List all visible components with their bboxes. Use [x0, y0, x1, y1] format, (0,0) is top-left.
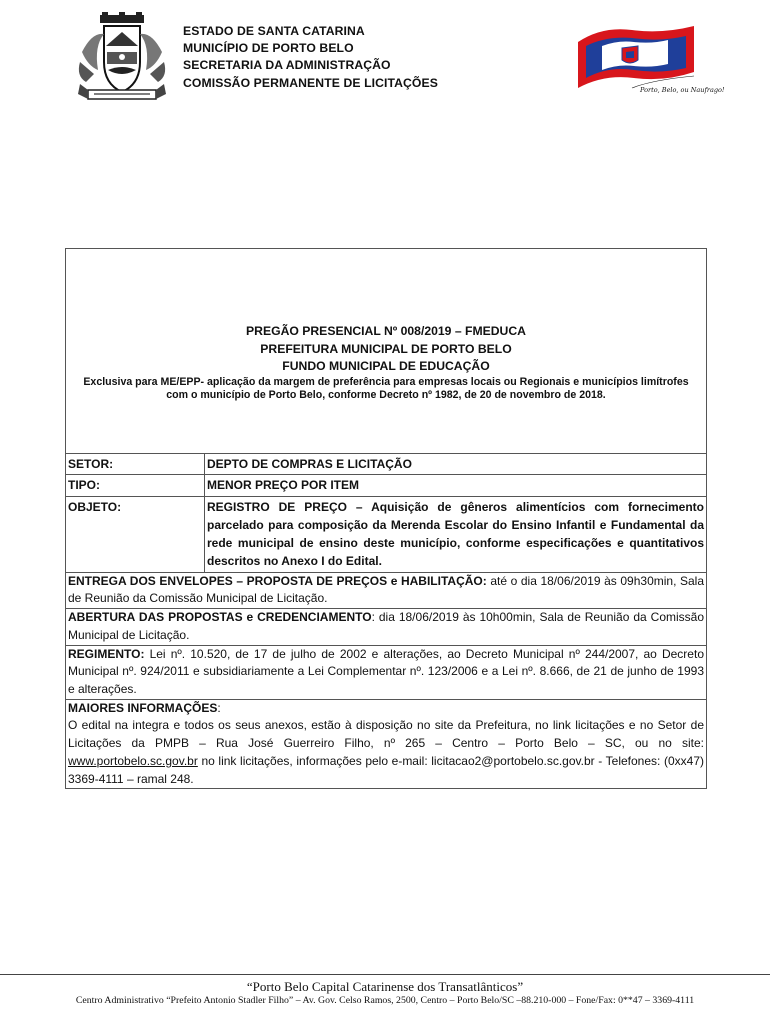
- notice-subtitle: Exclusiva para ME/EPP- aplicação da margem de preferência para empresas locais ou Regionais e municípios limítrofes com o município de Porto Belo, conforme Decreto nº 1982, de 20 de novembro de 2018.: [83, 375, 689, 401]
- municipal-coat-of-arms-icon: [74, 12, 170, 104]
- header-line: SECRETARIA DA ADMINISTRAÇÃO: [183, 58, 391, 73]
- table-row: [66, 475, 706, 496]
- header-line: COMISSÃO PERMANENTE DE LICITAÇÕES: [183, 75, 438, 90]
- notice-title-box: [66, 249, 706, 454]
- entrega-text: até o dia 18/06/2019 às 09h30min, Sala de Reunião da Comissão Municipal de Licitação.: [68, 573, 705, 606]
- setor-value: DEPTO DE COMPRAS E LICITAÇÃO: [205, 454, 707, 475]
- abertura-section: [66, 609, 706, 645]
- objeto-label: OBJETO:: [66, 496, 205, 572]
- informacoes-text: O edital na integra e todos os seus anexos, estão à disposição no site da Prefeitura, no link licitações e no Setor de Licitações da PMPB – Rua José Guerreiro Filho, nº 265 – Centro – Porto Belo – SC, ou no site:: [68, 718, 704, 751]
- setor-label: SETOR:: [66, 454, 205, 475]
- regimento-section: [66, 646, 706, 700]
- entrega-label: ENTREGA DOS ENVELOPES – PROPOSTA DE PREÇOS e HABILITAÇÃO:: [68, 573, 487, 588]
- footer-address: Centro Administrativo “Prefeito Antonio Stadler Filho” – Av. Gov. Celso Ramos, 2500, Centro – Porto Belo/SC –88.210-000 – Fone/Fax: 0**47 – 3369-4111: [75, 995, 695, 1006]
- objeto-value: REGISTRO DE PREÇO – Aquisição de gêneros alimentícios com fornecimento parcelado para composição da Merenda Escolar do Ensino Infantil e Fundamental da rede municipal de ensino deste município, conforme especificações e quantitativos descritos no Anexo I do Edital.: [205, 496, 707, 572]
- header-line: MUNICÍPIO DE PORTO BELO: [183, 41, 354, 56]
- regimento-text: Lei nº. 10.520, de 17 de julho de 2002 e alterações, ao Decreto Municipal nº 244/2007, ao Decreto Municipal nº. 924/2011 e subsidiariamente a Lei Complementar nº. 123/2006 e a Lei nº. 8.666, de 21 de junho de 1993 e alterações.: [68, 646, 704, 696]
- header-line: ESTADO DE SANTA CATARINA: [183, 24, 365, 38]
- site-link[interactable]: www.portobelo.sc.gov.br: [68, 753, 198, 768]
- tipo-value: MENOR PREÇO POR ITEM: [205, 475, 707, 496]
- notice-info-table: [66, 454, 706, 573]
- informacoes-label: MAIORES INFORMAÇÕES: [68, 700, 218, 715]
- abertura-label: ABERTURA DAS PROPOSTAS e CREDENCIAMENTO: [68, 610, 372, 625]
- table-row: [66, 496, 706, 572]
- notice-title: PREGÃO PRESENCIAL Nº 008/2019 – FMEDUCA: [246, 324, 526, 338]
- informacoes-contact: no link licitações, informações pelo e-mail: licitacao2@portobelo.sc.gov.br - Telefones: (0xx47) 3369-4111 – ramal 248.: [68, 753, 704, 786]
- informacoes-colon: :: [217, 700, 221, 715]
- porto-belo-flag-icon: [572, 20, 725, 100]
- abertura-text: : dia 18/06/2019 às 10h00min, Sala de Reunião da Comissão Municipal de Licitação.: [68, 610, 704, 642]
- footer-divider: [0, 974, 770, 975]
- issuer-header: [183, 23, 438, 92]
- informacoes-section: [66, 700, 706, 789]
- regimento-label: REGIMENTO:: [68, 646, 145, 661]
- notice-entity: PREFEITURA MUNICIPAL DE PORTO BELO: [260, 341, 512, 356]
- entrega-section: [66, 573, 706, 609]
- notice-fund: FUNDO MUNICIPAL DE EDUCAÇÃO: [282, 359, 490, 373]
- table-row: [66, 454, 706, 475]
- flag-motto: Porto, Belo, ou Naufrago!: [640, 86, 725, 94]
- tipo-label: TIPO:: [66, 475, 205, 496]
- notice-frame: [65, 248, 707, 789]
- footer-motto: “Porto Belo Capital Catarinense dos Transatlânticos”: [246, 979, 524, 994]
